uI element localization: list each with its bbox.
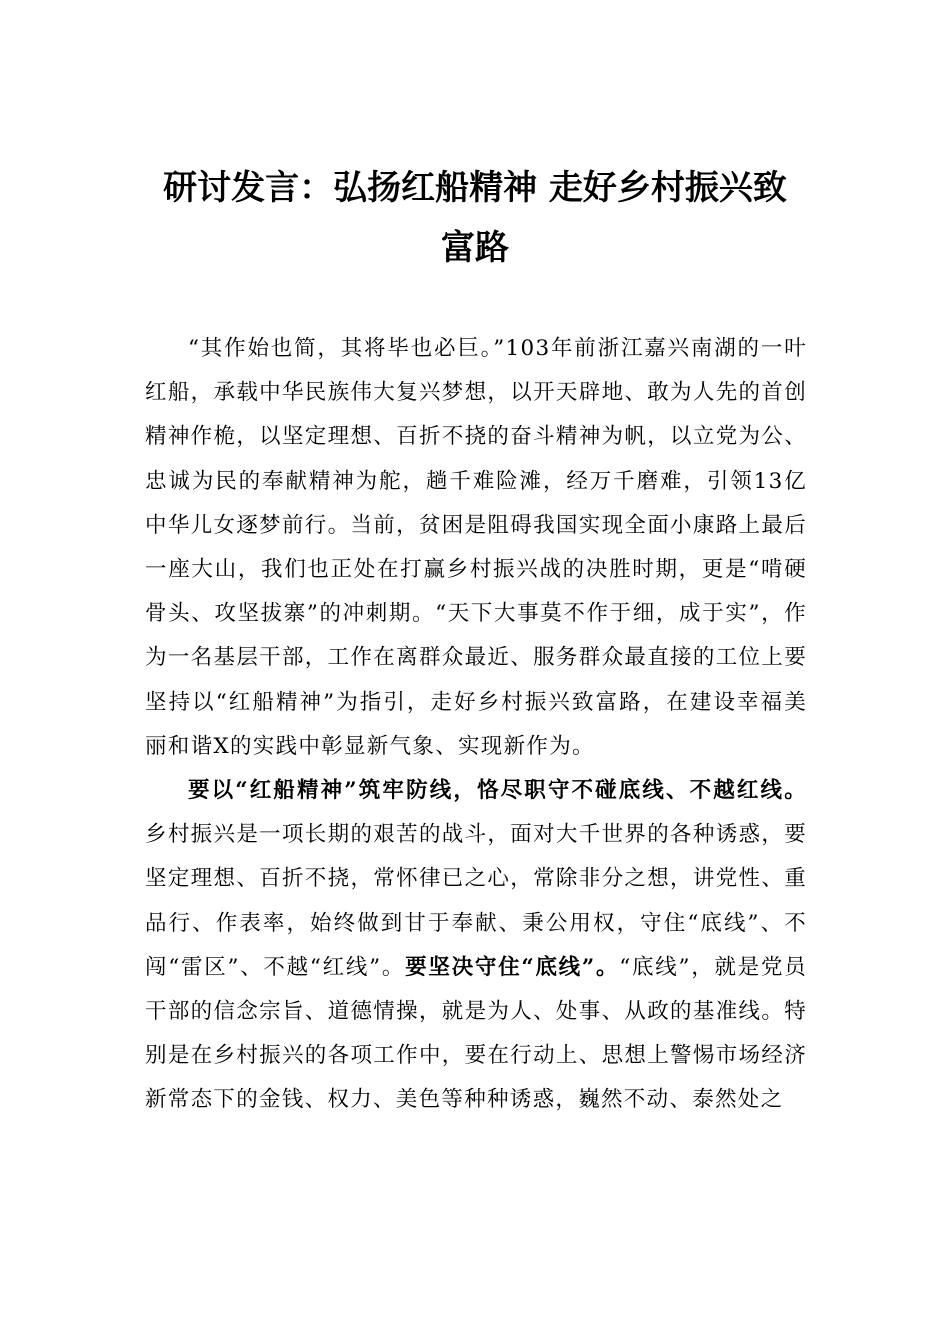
paragraph-red-boat-defense <box>145 769 807 1123</box>
document-title <box>145 158 805 278</box>
paragraph-bold-mid: 要坚决守住“底线”。 <box>405 954 620 980</box>
document-body <box>145 327 807 1123</box>
title-line-2: 富路 <box>441 228 509 268</box>
paragraph-text-a: 乡村振兴是一项长期的艰苦的战斗，面对大千世界的各种诱惑，要坚定理想、百折不挠，常怀律已之心，常除非分之想，讲党性、重品行、作表率，始终做到甘于奉献、秉公用权，守住“底线”、不闯“雷区”、不越“红线”。 <box>145 822 807 980</box>
paragraph-bold-lead: 要以“红船精神”筑牢防线，恪尽职守不碰底线、不越红线。 <box>188 778 807 804</box>
paragraph-text-b: “底线”，就是党员干部的信念宗旨、道德情操，就是为人、处事、从政的基准线。特别是在乡村振兴的各项工作中，要在行动上、思想上警惕市场经济新常态下的金钱、权力、美色等种种诱惑，巍然不动、泰然处之 <box>145 954 808 1113</box>
paragraph-intro: “其作始也简，其将毕也必巨。”103年前浙江嘉兴南湖的一叶红船，承载中华民族伟大复兴梦想，以开天辟地、敢为人先的首创精神作桅，以坚定理想、百折不挠的奋斗精神为帆，以立党为公、忠诚为民的奉献精神为舵，趟千难险滩，经万千磨难，引领13亿中华儿女逐梦前行。当前，贫困是阻碍我国实现全面小康路上最后一座大山，我们也正处在打赢乡村振兴战的决胜时期，更是“啃硬骨头、攻坚拔寨”的冲刺期。“天下大事莫不作于细，成于实”，作为一名基层干部，工作在离群众最近、服务群众最直接的工位上要坚持以“红船精神”为指引，走好乡村振兴致富路，在建设幸福美丽和谐X的实践中彰显新气象、实现新作为。 <box>145 336 807 759</box>
title-line-1: 研讨发言：弘扬红船精神 走好乡村振兴致 <box>163 168 787 208</box>
